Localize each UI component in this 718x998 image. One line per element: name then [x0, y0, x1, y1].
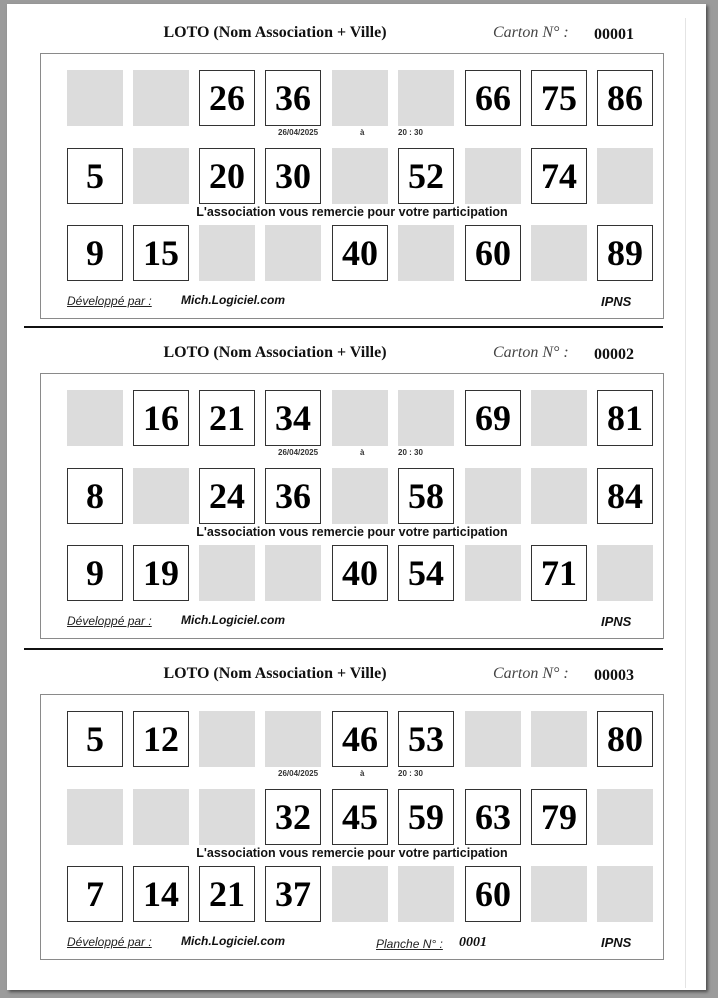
empty-cell	[332, 148, 388, 204]
carton-label: Carton N° :	[493, 665, 569, 682]
number-cell: 54	[398, 545, 454, 601]
empty-cell	[67, 70, 123, 126]
event-time-prefix: à	[360, 128, 365, 137]
number-cell: 9	[67, 545, 123, 601]
thanks-message: L'association vous remercie pour votre participation	[196, 205, 508, 219]
number-cell: 24	[199, 468, 255, 524]
empty-cell	[597, 789, 653, 845]
developer-name: Mich.Logiciel.com	[181, 934, 286, 948]
number-cell: 52	[398, 148, 454, 204]
planche-number: 0001	[459, 935, 487, 950]
empty-cell	[133, 468, 189, 524]
ticket-grid-box	[40, 53, 664, 319]
empty-cell	[531, 225, 587, 281]
empty-cell	[398, 225, 454, 281]
empty-cell	[67, 789, 123, 845]
number-cell: 86	[597, 70, 653, 126]
number-cell: 36	[265, 70, 321, 126]
event-time: 20 : 30	[398, 448, 423, 457]
carton-number: 00003	[594, 667, 634, 684]
empty-cell	[398, 390, 454, 446]
event-time-prefix: à	[360, 769, 365, 778]
number-cell: 34	[265, 390, 321, 446]
number-cell: 7	[67, 866, 123, 922]
document-page	[7, 4, 706, 990]
empty-cell	[265, 545, 321, 601]
empty-cell	[199, 225, 255, 281]
number-cell: 40	[332, 225, 388, 281]
number-cell: 20	[199, 148, 255, 204]
empty-cell	[597, 148, 653, 204]
number-cell: 14	[133, 866, 189, 922]
number-cell: 46	[332, 711, 388, 767]
empty-cell	[332, 866, 388, 922]
empty-cell	[465, 148, 521, 204]
loto-ticket	[7, 649, 706, 969]
empty-cell	[133, 70, 189, 126]
empty-cell	[597, 866, 653, 922]
number-cell: 37	[265, 866, 321, 922]
ticket-title: LOTO (Nom Association + Ville)	[163, 665, 387, 682]
number-cell: 5	[67, 148, 123, 204]
ipns-label: IPNS	[601, 294, 632, 309]
number-cell: 66	[465, 70, 521, 126]
number-cell: 16	[133, 390, 189, 446]
ticket-grid-box	[40, 373, 664, 639]
number-cell: 69	[465, 390, 521, 446]
empty-cell	[398, 866, 454, 922]
carton-label: Carton N° :	[493, 344, 569, 361]
planche-label: Planche N° :	[376, 937, 443, 951]
number-cell: 15	[133, 225, 189, 281]
developer-label: Développé par :	[67, 935, 152, 949]
number-cell: 21	[199, 866, 255, 922]
empty-cell	[465, 545, 521, 601]
empty-cell	[531, 468, 587, 524]
developer-name: Mich.Logiciel.com	[181, 613, 286, 627]
empty-cell	[265, 225, 321, 281]
number-cell: 9	[67, 225, 123, 281]
number-cell: 84	[597, 468, 653, 524]
event-date: 26/04/2025	[278, 128, 319, 137]
carton-number: 00001	[594, 26, 634, 43]
empty-cell	[67, 390, 123, 446]
number-cell: 74	[531, 148, 587, 204]
number-cell: 40	[332, 545, 388, 601]
empty-cell	[199, 789, 255, 845]
empty-cell	[531, 866, 587, 922]
ipns-label: IPNS	[601, 614, 632, 629]
ticket-grid-box	[40, 694, 664, 960]
number-cell: 5	[67, 711, 123, 767]
event-time: 20 : 30	[398, 128, 423, 137]
number-cell: 79	[531, 789, 587, 845]
number-cell: 81	[597, 390, 653, 446]
empty-cell	[332, 468, 388, 524]
empty-cell	[398, 70, 454, 126]
number-cell: 60	[465, 225, 521, 281]
thanks-message: L'association vous remercie pour votre participation	[196, 846, 508, 860]
thanks-message: L'association vous remercie pour votre participation	[196, 525, 508, 539]
empty-cell	[265, 711, 321, 767]
number-cell: 19	[133, 545, 189, 601]
empty-cell	[465, 468, 521, 524]
event-time-prefix: à	[360, 448, 365, 457]
empty-cell	[531, 711, 587, 767]
event-date: 26/04/2025	[278, 769, 319, 778]
number-cell: 80	[597, 711, 653, 767]
carton-label: Carton N° :	[493, 24, 569, 41]
number-cell: 36	[265, 468, 321, 524]
number-cell: 59	[398, 789, 454, 845]
number-cell: 63	[465, 789, 521, 845]
empty-cell	[531, 390, 587, 446]
number-cell: 53	[398, 711, 454, 767]
number-cell: 89	[597, 225, 653, 281]
ticket-separator	[24, 326, 663, 328]
empty-cell	[133, 789, 189, 845]
loto-ticket	[7, 8, 706, 328]
empty-cell	[199, 711, 255, 767]
empty-cell	[465, 711, 521, 767]
number-cell: 30	[265, 148, 321, 204]
number-cell: 45	[332, 789, 388, 845]
number-cell: 60	[465, 866, 521, 922]
ipns-label: IPNS	[601, 935, 632, 950]
developer-label: Développé par :	[67, 614, 152, 628]
number-cell: 75	[531, 70, 587, 126]
empty-cell	[199, 545, 255, 601]
ticket-title: LOTO (Nom Association + Ville)	[163, 24, 387, 41]
ticket-separator	[24, 648, 663, 650]
event-date: 26/04/2025	[278, 448, 319, 457]
number-cell: 26	[199, 70, 255, 126]
number-cell: 8	[67, 468, 123, 524]
number-cell: 71	[531, 545, 587, 601]
developer-name: Mich.Logiciel.com	[181, 293, 286, 307]
number-cell: 12	[133, 711, 189, 767]
number-cell: 21	[199, 390, 255, 446]
number-cell: 58	[398, 468, 454, 524]
carton-number: 00002	[594, 346, 634, 363]
loto-ticket	[7, 328, 706, 648]
empty-cell	[332, 70, 388, 126]
empty-cell	[597, 545, 653, 601]
event-time: 20 : 30	[398, 769, 423, 778]
empty-cell	[133, 148, 189, 204]
ticket-title: LOTO (Nom Association + Ville)	[163, 344, 387, 361]
number-cell: 32	[265, 789, 321, 845]
developer-label: Développé par :	[67, 294, 152, 308]
empty-cell	[332, 390, 388, 446]
